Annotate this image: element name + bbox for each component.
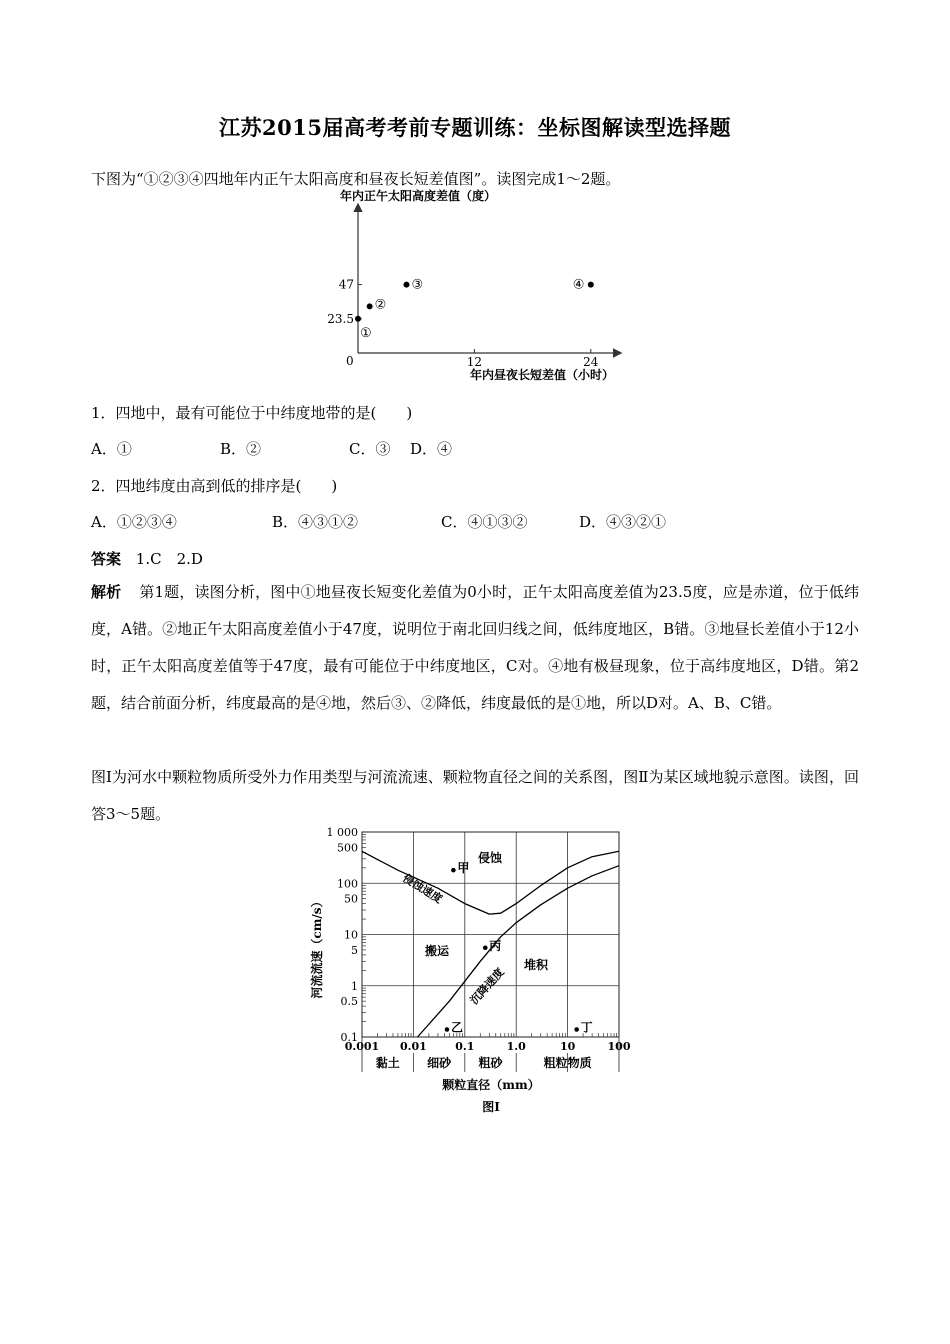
region-erosion: 侵蚀 [478,851,503,865]
x-tick-label: 0.001 [344,1040,380,1053]
point-label: 丁 [580,1020,593,1035]
x-tick-label: 10 [559,1040,576,1053]
x-tick-label: 12 [466,355,483,369]
x-category-label: 粗砂 [478,1056,503,1070]
x-tick-label: 100 [607,1040,631,1053]
series-label-erosion: 侵蚀速度 [400,871,445,906]
x-axis-label: 颗粒直径（mm） [442,1078,540,1092]
y-tick-label: 1 [351,979,358,993]
region-deposition: 堆积 [524,958,549,972]
x-category-label: 细砂 [427,1056,452,1070]
y-tick-label: 5 [351,943,358,957]
x-category-label: 黏土 [375,1056,400,1070]
x-tick-label: 1.0 [506,1040,526,1053]
answer-label: 答案 [91,550,122,568]
analysis-text: 第1题，读图分析，图中①地昼夜长短变化差值为0小时，正午太阳高度差值为23.5度，应是赤道，位于低纬度，A错。②地正午太阳高度差值小于47度，说明位于南北回归线之间，低纬度地区，B错。③地昼长差值小于12小时，正午太阳高度差值等于47度，最有可能位于中纬度地区，C对。④地有极昼现象，位于高纬度地区，D错。第2题，结合前面分析，纬度最高的是④地，然后③、②降低，纬度最低的是①地，所以D对。A、B、C错。 [91,583,859,712]
q1-stem: 1．四地中，最有可能位于中纬度地带的是( ) [91,404,413,422]
scatter-point [367,303,373,309]
figure-caption: 图Ⅰ [482,1100,500,1114]
x-axis-label: 年内昼夜长短差值（小时） [470,368,615,382]
y-tick-label: 50 [344,892,358,906]
point-label: 乙 [450,1020,463,1035]
y-axis-label: 年内正午太阳高度差值（度） [340,189,497,203]
x-tick-label: 24 [583,355,599,369]
point-label: 甲 [457,861,470,876]
answer-text: 1.C 2.D [135,550,203,568]
scatter-chart [320,185,640,385]
data-point [451,868,456,873]
point-label: ② [374,297,387,313]
y-tick-label: 0.1 [340,1031,358,1044]
y-axis-label: 河流流速（cm/s） [310,895,324,999]
q2-stem: 2．四地纬度由高到低的排序是( ) [91,477,338,495]
q2-option-a: A．①②③④ [91,513,177,531]
scatter-point [588,282,594,288]
data-point [445,1027,450,1032]
y-tick-label: 500 [337,841,358,855]
analysis-label: 解析 [91,583,122,601]
x-category-label: 粗粒物质 [543,1056,592,1070]
q2-option-b: B．④③①② [272,513,359,531]
q1-option-b: B．② [220,440,262,458]
q1-option-c: C．③ [349,440,391,458]
data-point [483,946,488,951]
sediment-chart [310,822,640,1122]
point-label: ③ [411,277,424,293]
answer-line [91,548,203,569]
scatter-point [404,282,410,288]
y-tick-label: 47 [338,277,354,292]
y-tick-label: 10 [344,928,358,942]
page-title: 江苏2015届高考考前专题训练：坐标图解读型选择题 [219,115,731,140]
y-tick-label: 23.5 [327,311,354,326]
q1-option-a: A．① [91,440,132,458]
origin-label: 0 [346,354,354,368]
q1-option-d: D．④ [410,440,453,458]
series-label-settling: 沉降速度 [467,965,507,1008]
y-tick-label: 0.5 [340,995,358,1009]
analysis-paragraph [91,574,859,722]
intro-text-1: 下图为“①②③④四地年内正午太阳高度和昼夜长短差值图”。读图完成1～2题。 [91,170,621,188]
x-tick-label: 0.1 [455,1040,475,1053]
point-label: ④ [572,277,585,293]
scatter-point [355,316,361,322]
q2-option-d: D．④③②① [579,513,667,531]
point-label: ① [360,325,372,341]
point-label: 丙 [489,938,502,953]
data-point [574,1027,579,1032]
y-tick-label: 100 [337,877,358,891]
region-transport: 搬运 [425,944,450,958]
x-tick-label: 0.01 [400,1040,427,1053]
y-tick-label: 1 000 [326,826,358,839]
intro-text-2: 图Ⅰ为河水中颗粒物质所受外力作用类型与河流流速、颗粒物直径之间的关系图，图Ⅱ为某区域地貌示意图。读图，回答3～5题。 [91,768,859,823]
q2-option-c: C．④①③② [441,513,528,531]
